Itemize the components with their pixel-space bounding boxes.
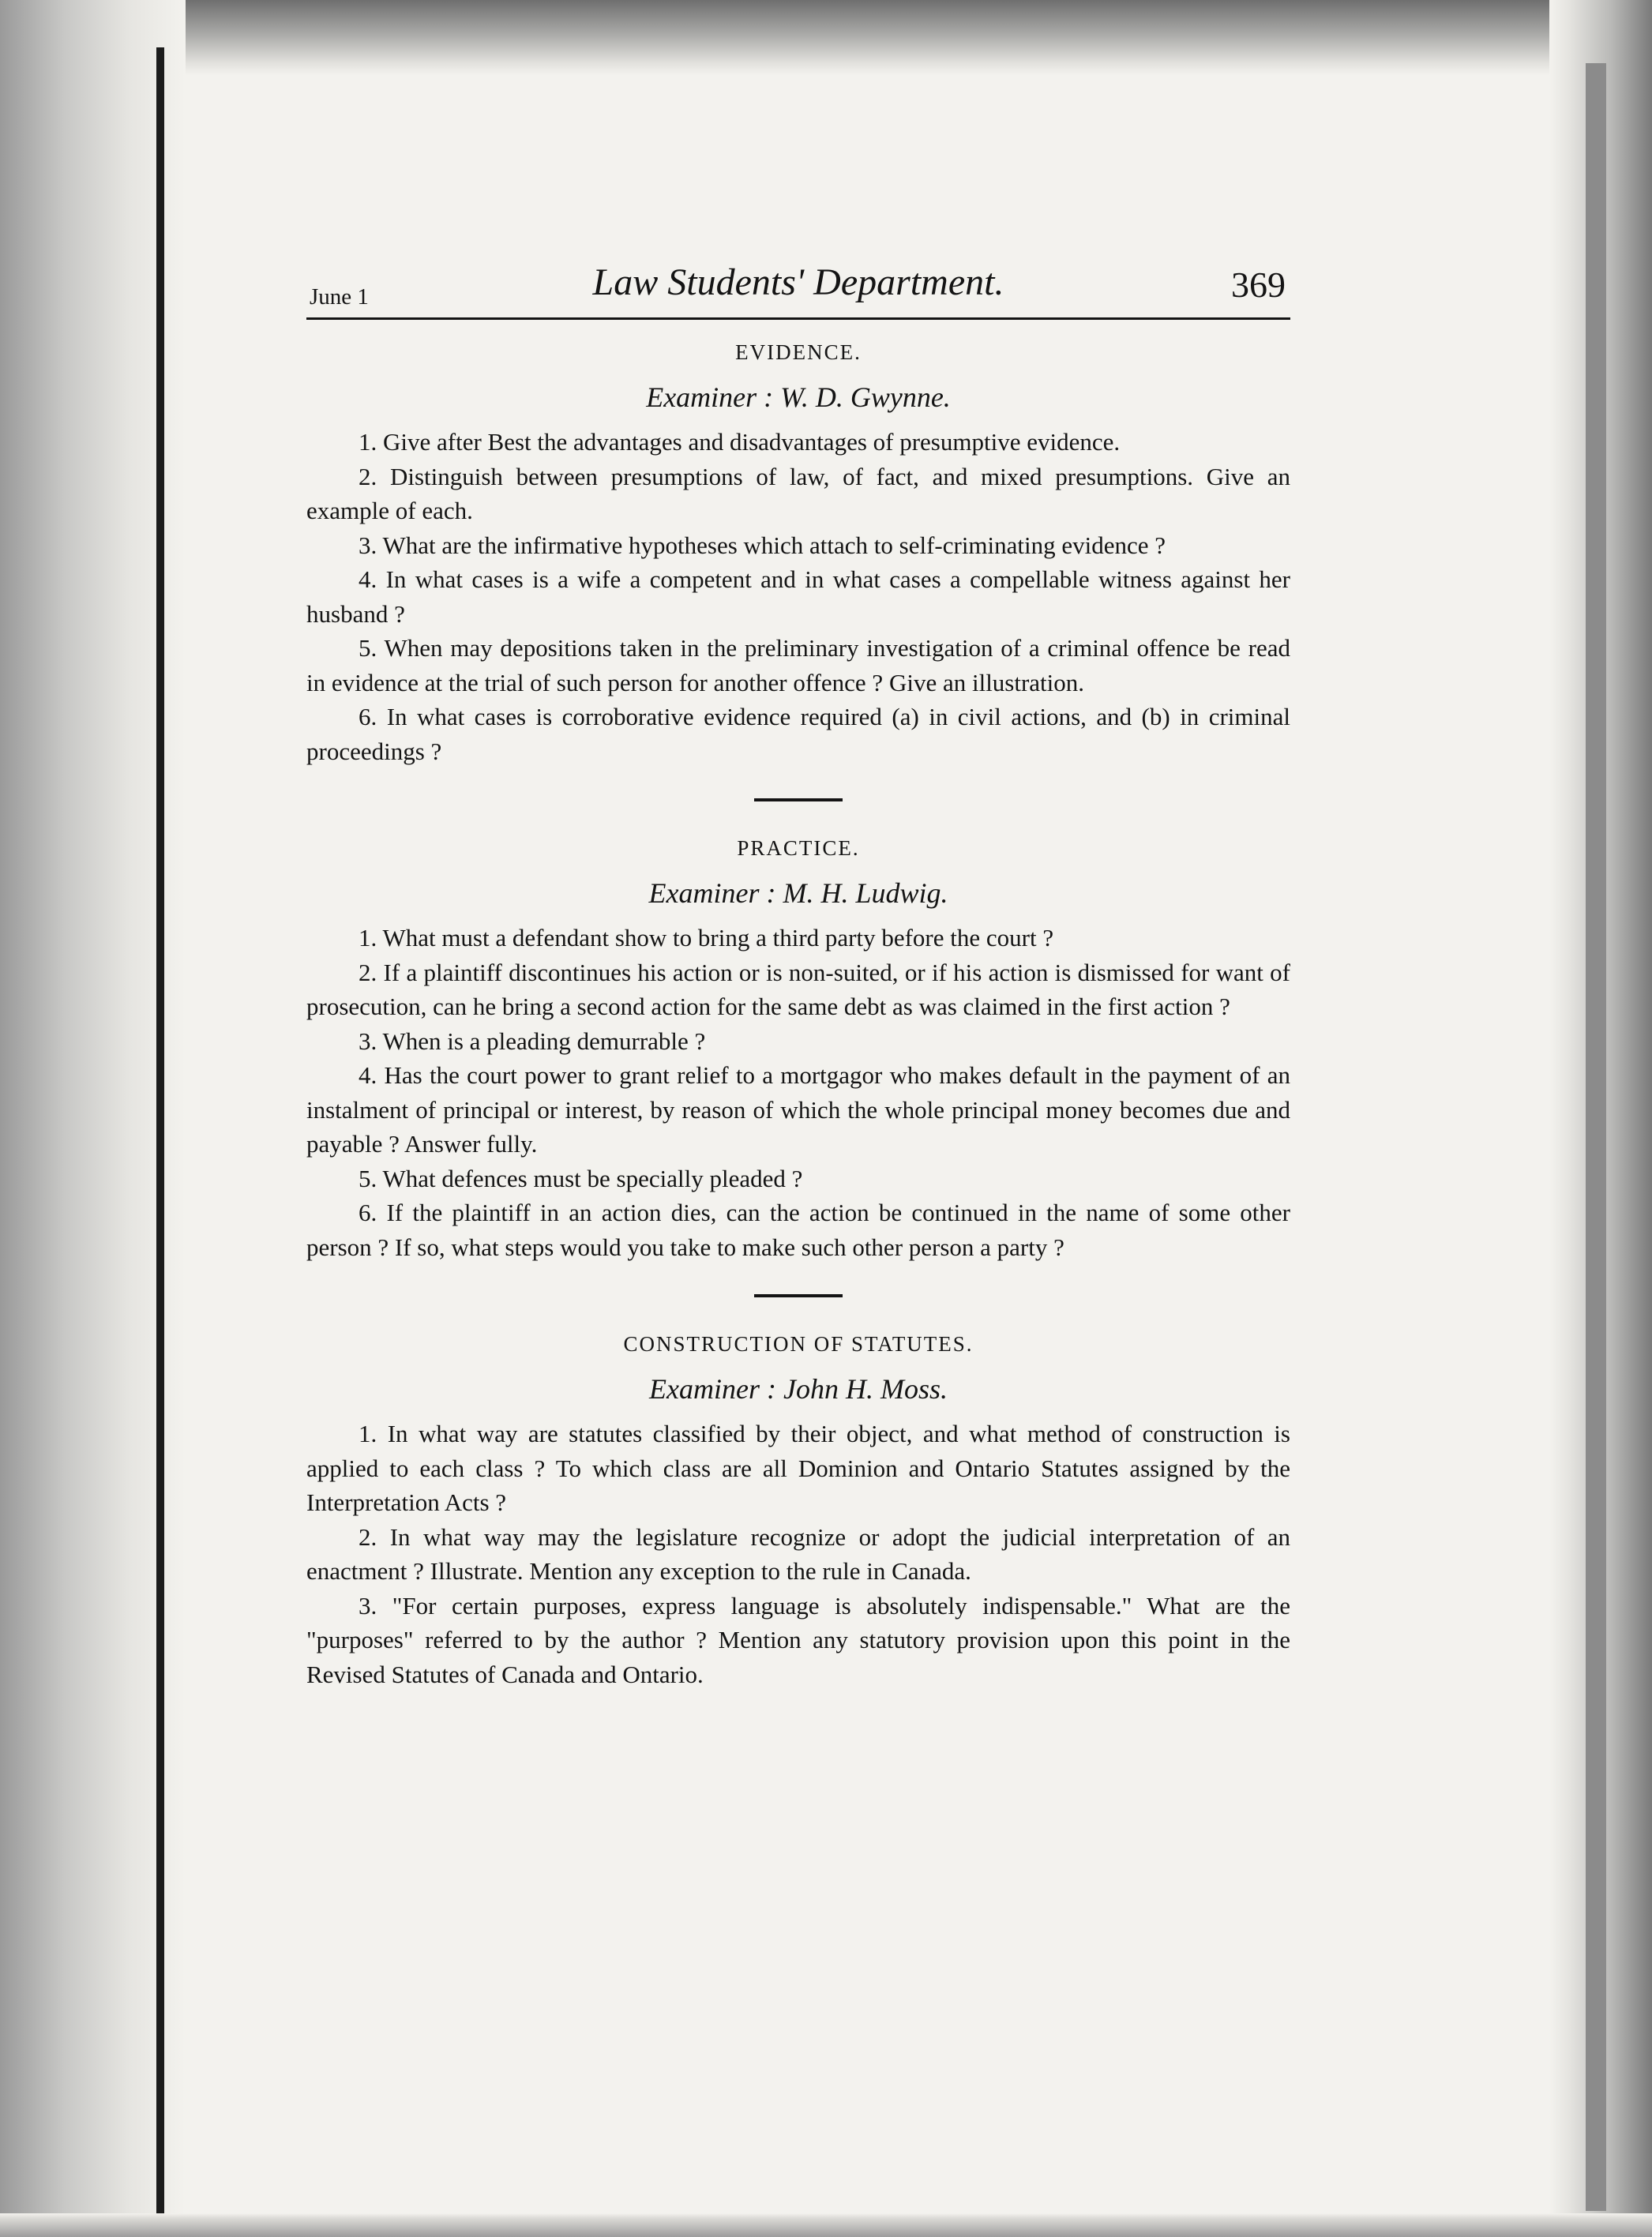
scan-right-edge — [1586, 63, 1606, 2211]
section-practice — [306, 836, 1290, 1264]
department-title: Law Students' Department. — [592, 261, 1004, 303]
question: 3. What are the infirmative hypotheses which attach to self-criminating evidence ? — [359, 531, 1166, 559]
scan-top-shadow — [0, 0, 1652, 75]
question: 3. "For certain purposes, express language is absolutely indispensable." What are the "purposes" referred to by the author ? Mention any statutory provision upon this point in the Revised Statutes of Canada and Ontario. — [306, 1591, 1290, 1688]
question: 2. If a plaintiff discontinues his action or is non-suited, or if his action is dismissed for want of prosecution, can he bring a second action for the same debt as was claimed in the first action ? — [306, 958, 1290, 1020]
question: 4. Has the court power to grant relief to a mortgagor who makes default in the payment of an instalment of principal or interest, by reason of which the whole principal money becomes due and payable ? Answer fully. — [306, 1061, 1290, 1158]
question: 6. If the plaintiff in an action dies, can the action be continued in the name of some other person ? If so, what steps would you take to make such other person a party ? — [306, 1199, 1290, 1261]
section-title: PRACTICE. — [737, 836, 860, 860]
question: 1. What must a defendant show to bring a third party before the court ? — [359, 924, 1054, 951]
question: 2. Distinguish between presumptions of law, of fact, and mixed presumptions. Give an example of each. — [306, 462, 1290, 524]
issue-date: June 1 — [310, 284, 369, 310]
question: 3. When is a pleading demurrable ? — [359, 1027, 706, 1055]
question: 6. In what cases is corroborative evidence required (a) in civil actions, and (b) in criminal proceedings ? — [306, 703, 1290, 765]
journal-page — [306, 261, 1290, 1691]
scan-bottom-shadow — [0, 2213, 1652, 2237]
section-divider — [754, 1294, 843, 1297]
examiner-line: Examiner : M. H. Ludwig. — [648, 877, 948, 909]
scan-binding-line — [156, 47, 164, 2227]
section-title: CONSTRUCTION OF STATUTES. — [623, 1332, 974, 1356]
examiner-line: Examiner : John H. Moss. — [649, 1373, 948, 1405]
section-construction-of-statutes — [306, 1332, 1290, 1691]
question: 5. When may depositions taken in the preliminary investigation of a criminal offence be read in evidence at the trial of such person for another offence ? Give an illustration. — [306, 634, 1290, 696]
question: 2. In what way may the legislature recognize or adopt the judicial interpretation of an enactment ? Illustrate. Mention any exception to the rule in Canada. — [306, 1522, 1290, 1585]
question: 4. In what cases is a wife a competent and in what cases a compellable witness against her husband ? — [306, 565, 1290, 628]
header-rule — [306, 317, 1290, 320]
running-head — [306, 261, 1290, 316]
question: 5. What defences must be specially pleaded ? — [359, 1164, 803, 1192]
page-number: 369 — [1231, 265, 1286, 305]
section-title: EVIDENCE. — [735, 340, 862, 364]
section-divider — [754, 798, 843, 801]
section-evidence — [306, 340, 1290, 768]
question: 1. Give after Best the advantages and disadvantages of presumptive evidence. — [359, 428, 1121, 456]
question: 1. In what way are statutes classified by their object, and what method of construction is applied to each class ? To which class are all Dominion and Ontario Statutes assigned by the Interpretation Acts ? — [306, 1420, 1290, 1516]
examiner-line: Examiner : W. D. Gwynne. — [646, 381, 951, 413]
